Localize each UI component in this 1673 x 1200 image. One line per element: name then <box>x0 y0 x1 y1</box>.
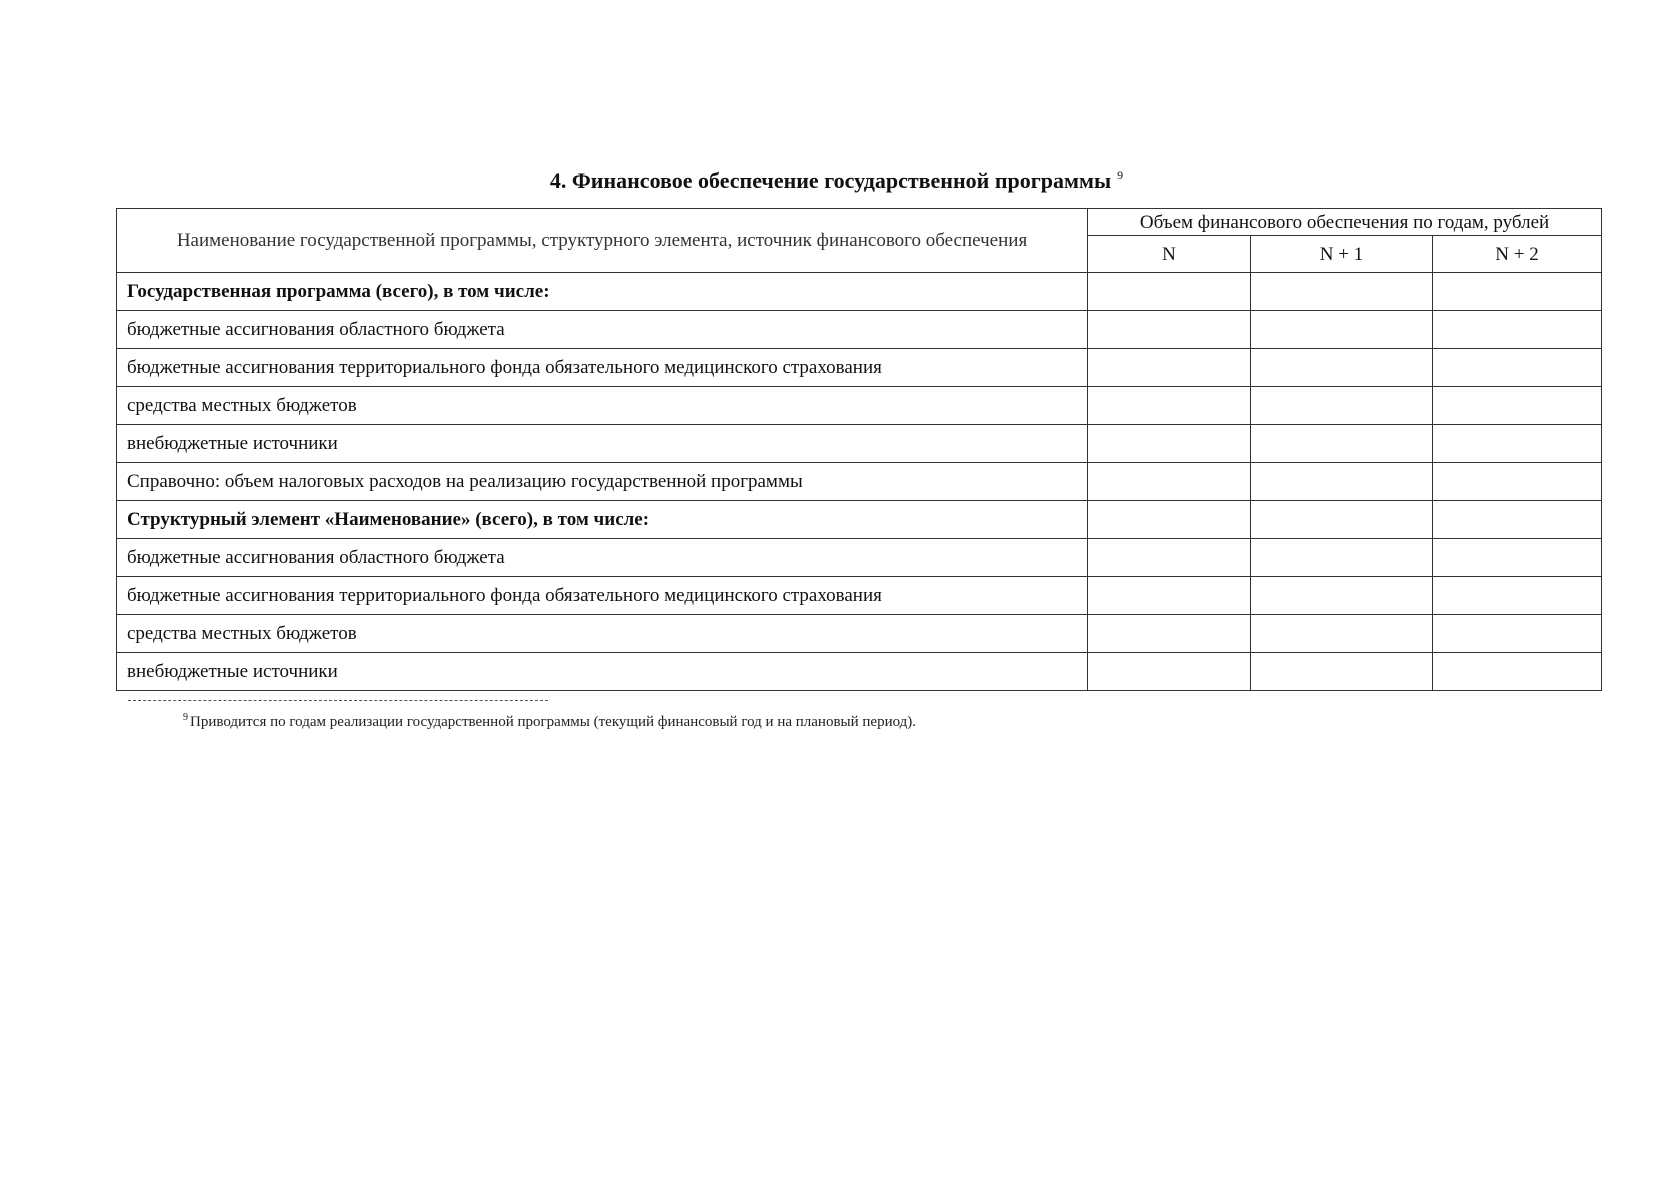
value-n-cell <box>1088 653 1251 691</box>
value-n-cell <box>1088 501 1251 539</box>
value-n1-cell <box>1251 311 1433 349</box>
table-row <box>117 539 1602 577</box>
value-n-cell <box>1088 311 1251 349</box>
value-n-cell <box>1088 577 1251 615</box>
value-n2-cell <box>1433 501 1602 539</box>
value-n-cell <box>1088 463 1251 501</box>
footnote-separator <box>128 700 548 701</box>
value-n2-cell <box>1433 615 1602 653</box>
value-n2-cell <box>1433 653 1602 691</box>
header-year-n: N <box>1088 236 1251 273</box>
title-text: 4. Финансовое обеспечение государственной программы <box>549 168 1112 193</box>
value-n-cell <box>1088 615 1251 653</box>
value-n-cell <box>1088 425 1251 463</box>
value-n1-cell <box>1251 349 1433 387</box>
header-year-n1: N + 1 <box>1251 236 1433 273</box>
value-n1-cell <box>1251 539 1433 577</box>
value-n-cell <box>1088 539 1251 577</box>
table-row <box>117 387 1602 425</box>
page-title <box>0 168 1673 194</box>
value-n-cell <box>1088 349 1251 387</box>
value-n1-cell <box>1251 273 1433 311</box>
table-row <box>117 577 1602 615</box>
title-footnote-mark: 9 <box>1117 168 1124 182</box>
row-label: внебюджетные источники <box>117 425 1088 463</box>
value-n1-cell <box>1251 425 1433 463</box>
financing-table <box>116 208 1602 691</box>
table-row <box>117 615 1602 653</box>
value-n1-cell <box>1251 501 1433 539</box>
footnote <box>183 712 916 731</box>
value-n2-cell <box>1433 463 1602 501</box>
value-n-cell <box>1088 273 1251 311</box>
row-label: внебюджетные источники <box>117 653 1088 691</box>
value-n1-cell <box>1251 463 1433 501</box>
value-n1-cell <box>1251 615 1433 653</box>
value-n2-cell <box>1433 577 1602 615</box>
table-row <box>117 273 1602 311</box>
value-n1-cell <box>1251 653 1433 691</box>
table-row <box>117 425 1602 463</box>
value-n2-cell <box>1433 273 1602 311</box>
table-body <box>117 273 1602 691</box>
footnote-text: Приводится по годам реализации государственной программы (текущий финансовый год и на плановый период). <box>190 714 917 730</box>
value-n2-cell <box>1433 387 1602 425</box>
header-year-n2: N + 2 <box>1433 236 1602 273</box>
row-label: средства местных бюджетов <box>117 615 1088 653</box>
row-label: средства местных бюджетов <box>117 387 1088 425</box>
row-label: бюджетные ассигнования территориального фонда обязательного медицинского страхования <box>117 349 1088 387</box>
table-row <box>117 501 1602 539</box>
value-n2-cell <box>1433 539 1602 577</box>
table-row <box>117 653 1602 691</box>
value-n1-cell <box>1251 577 1433 615</box>
table-row <box>117 349 1602 387</box>
value-n1-cell <box>1251 387 1433 425</box>
value-n-cell <box>1088 387 1251 425</box>
value-n2-cell <box>1433 349 1602 387</box>
row-label: бюджетные ассигнования областного бюджета <box>117 311 1088 349</box>
table-header-row <box>117 209 1602 236</box>
footnote-mark: 9 <box>183 712 188 723</box>
table-row <box>117 311 1602 349</box>
row-label: Государственная программа (всего), в том числе: <box>117 273 1088 311</box>
row-label: Справочно: объем налоговых расходов на реализацию государственной программы <box>117 463 1088 501</box>
value-n2-cell <box>1433 425 1602 463</box>
row-label: Структурный элемент «Наименование» (всего), в том числе: <box>117 501 1088 539</box>
header-volume-cell: Объем финансового обеспечения по годам, рублей <box>1088 209 1602 236</box>
header-name-cell: Наименование государственной программы, структурного элемента, источник финансового обеспечения <box>117 209 1088 273</box>
row-label: бюджетные ассигнования областного бюджета <box>117 539 1088 577</box>
row-label: бюджетные ассигнования территориального фонда обязательного медицинского страхования <box>117 577 1088 615</box>
table-row <box>117 463 1602 501</box>
value-n2-cell <box>1433 311 1602 349</box>
